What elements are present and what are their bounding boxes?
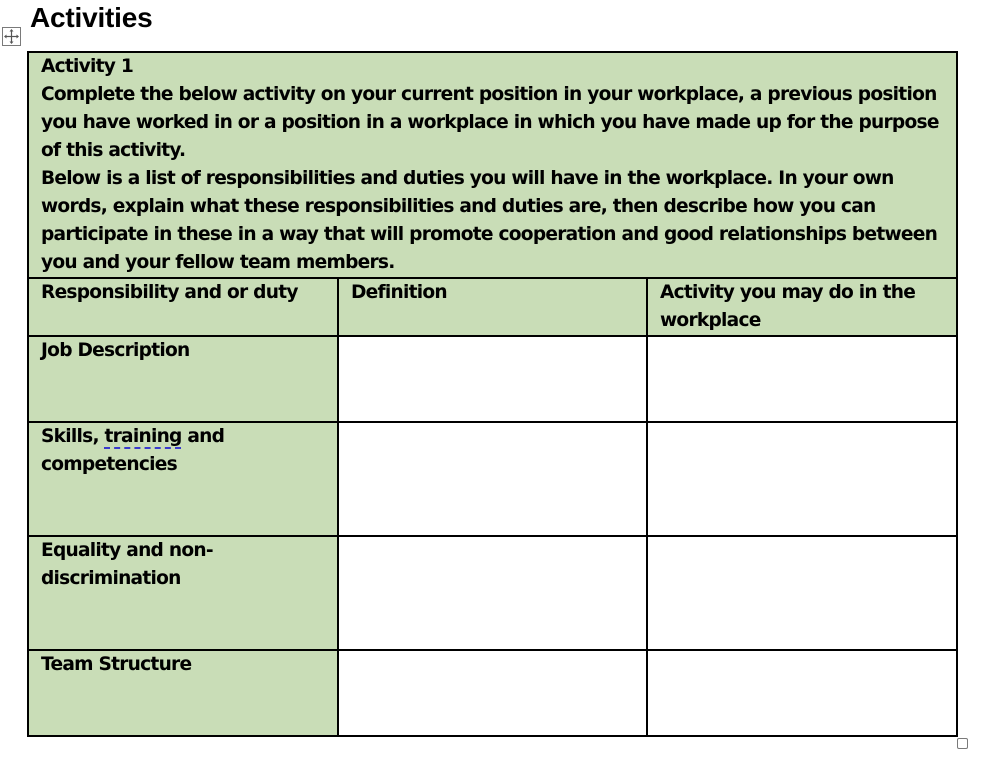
activity-paragraph-2: Below is a list of responsibilities and duties you will have in the workplace. In your own words, explain what these responsibilities and duties are, then describe how you can participate in these in a way that will promote cooperation and good relationships between you and your fellow team members.	[41, 168, 938, 273]
row-label-skills-training: Skills, training and competencies	[28, 422, 338, 536]
page-title: Activities	[30, 2, 153, 33]
activity-cell[interactable]	[647, 336, 957, 422]
column-header-responsibility: Responsibility and or duty	[28, 278, 338, 336]
definition-cell[interactable]	[338, 336, 647, 422]
row-label-team-structure: Team Structure	[28, 650, 338, 736]
activity-table	[27, 51, 958, 737]
move-arrows-icon	[3, 28, 20, 45]
activity-title: Activity 1	[41, 56, 134, 77]
definition-cell[interactable]	[338, 650, 647, 736]
definition-cell[interactable]	[338, 536, 647, 650]
table-resize-handle[interactable]	[957, 738, 968, 749]
row-label-job-description: Job Description	[28, 336, 338, 422]
column-header-activity: Activity you may do in the workplace	[647, 278, 957, 336]
activity-cell[interactable]	[647, 650, 957, 736]
column-header-definition: Definition	[338, 278, 647, 336]
row-label-equality: Equality and non-discrimination	[28, 536, 338, 650]
activity-cell[interactable]	[647, 536, 957, 650]
activity-cell[interactable]	[647, 422, 957, 536]
table-move-handle[interactable]	[2, 27, 21, 46]
activity-paragraph-1: Complete the below activity on your current position in your workplace, a previous position you have worked in or a position in a workplace in which you have made up for the purpose of this activity.	[41, 84, 939, 161]
spellcheck-underlined-word[interactable]: training	[104, 426, 182, 447]
activity-instructions-cell[interactable]	[28, 52, 957, 278]
definition-cell[interactable]	[338, 422, 647, 536]
